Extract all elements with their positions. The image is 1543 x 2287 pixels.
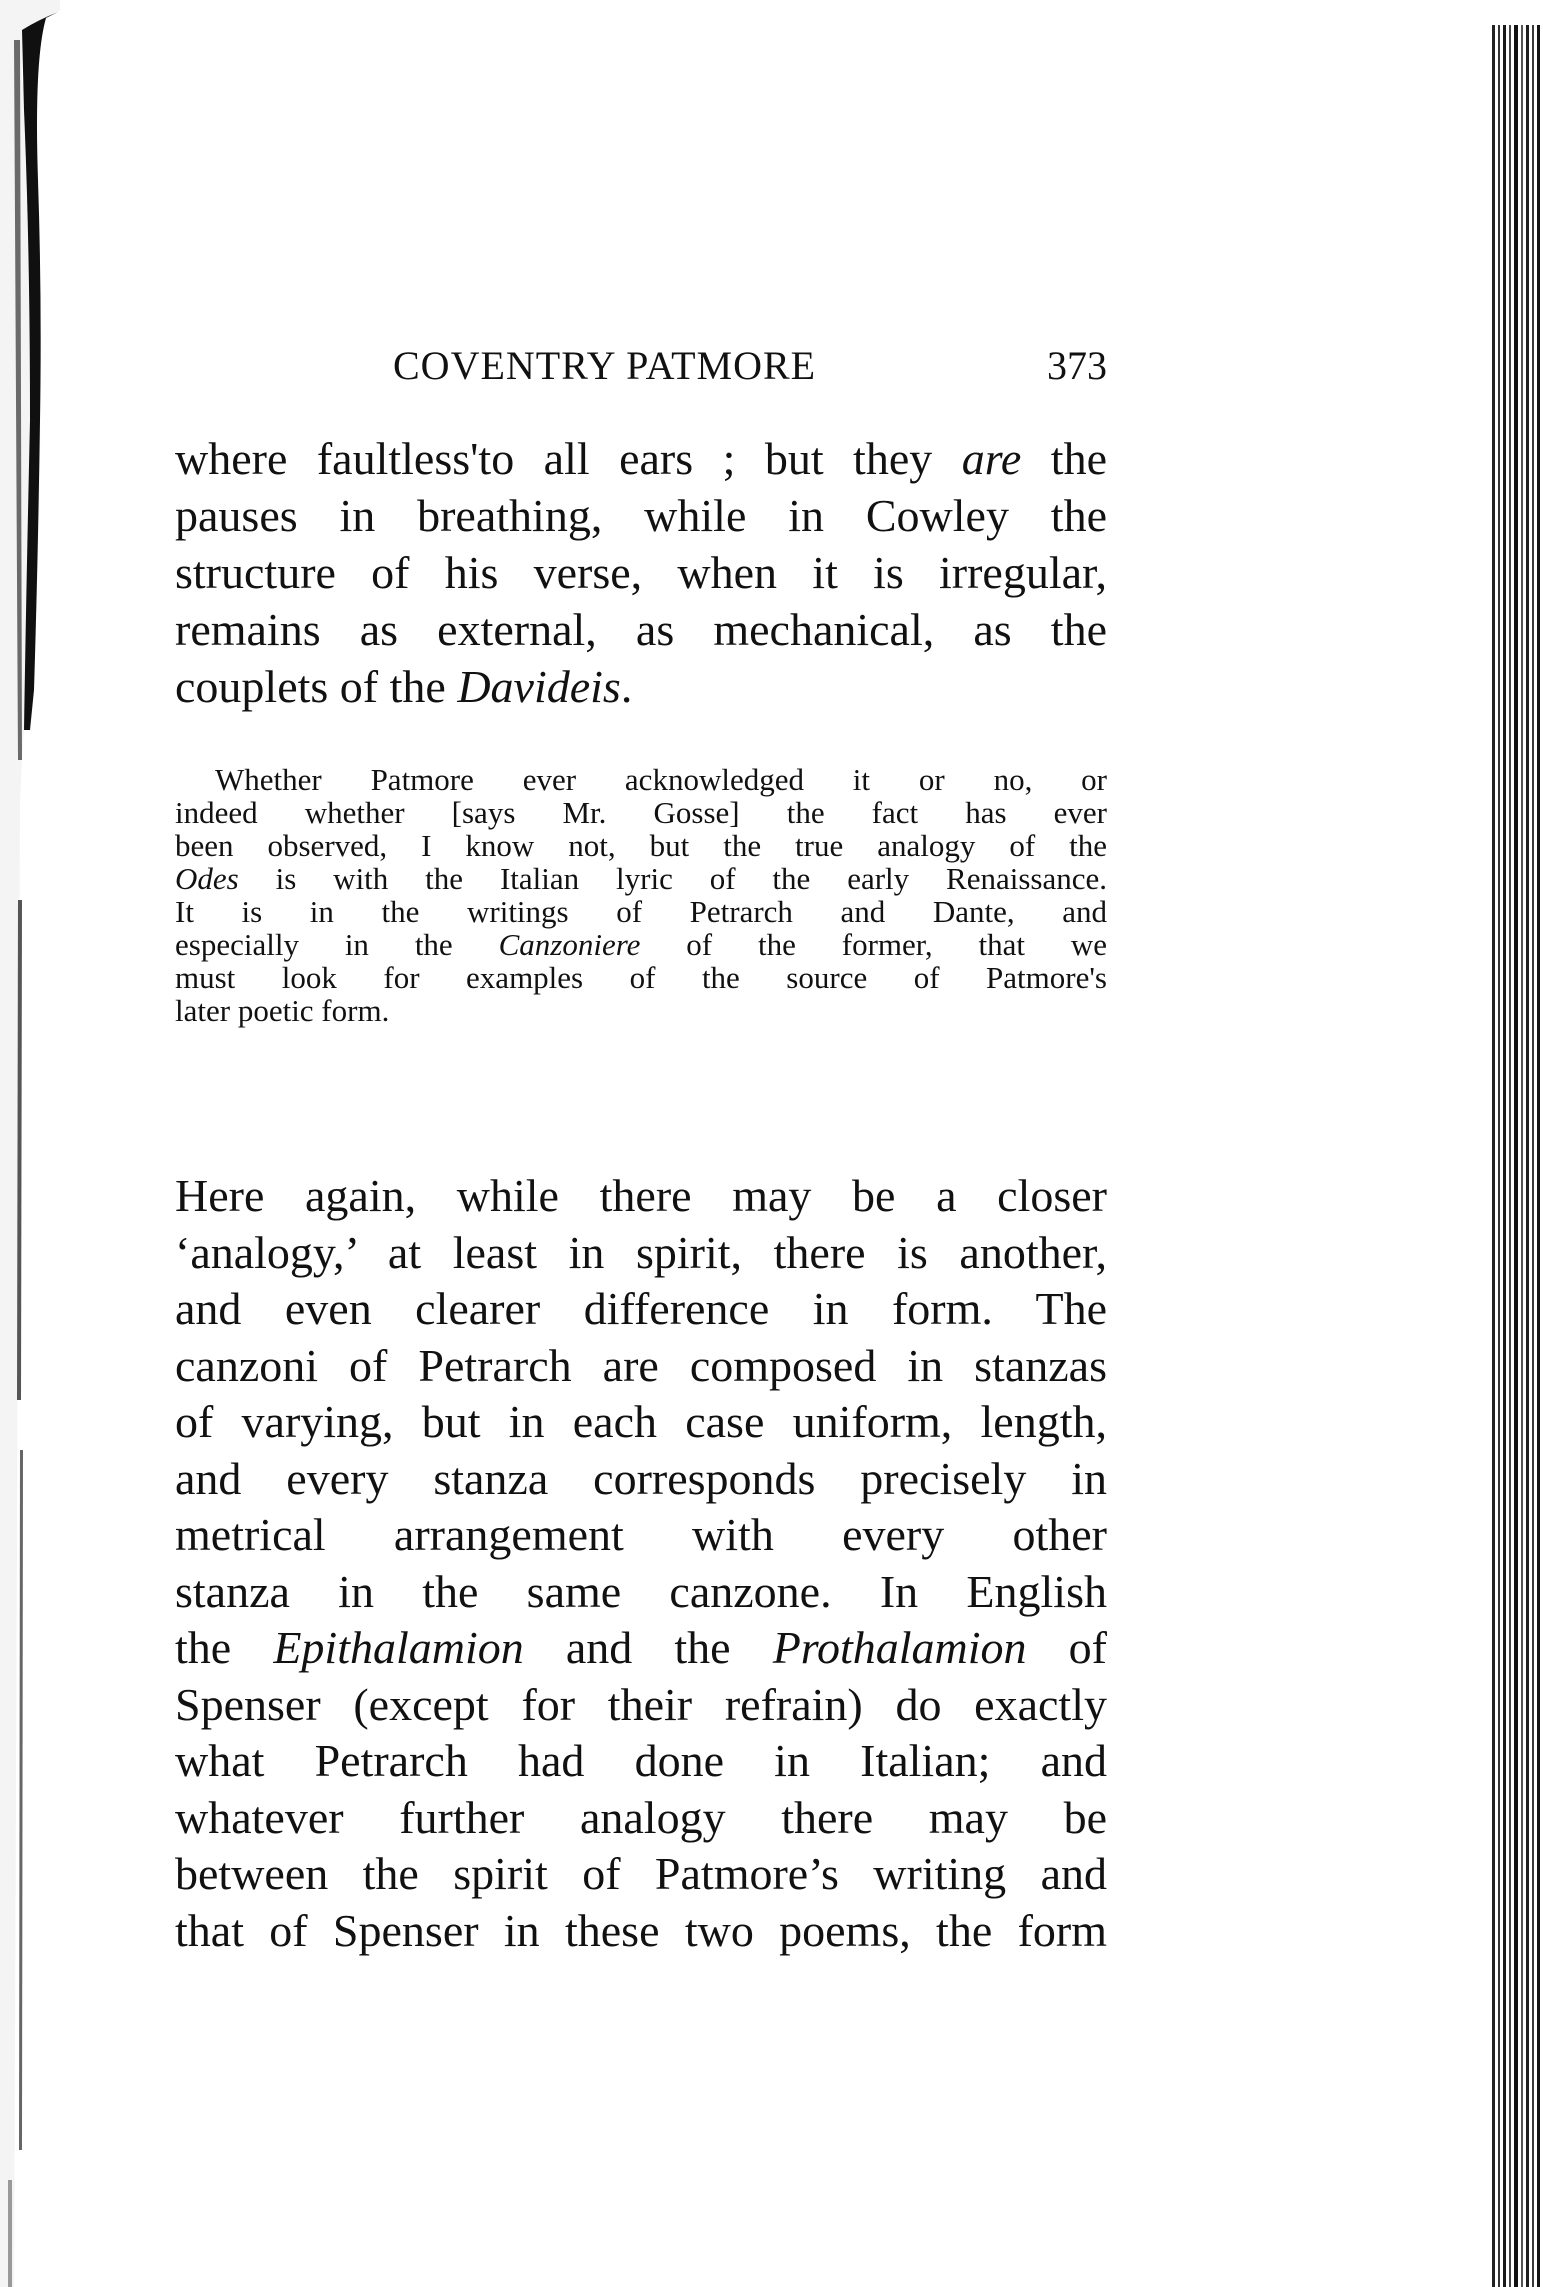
text-line: remains as external, as mechanical, as the [175,604,1107,655]
text-line: couplets of the Davideis. [175,661,633,712]
quote-line: Whether Patmore ever acknowledged it or no, or [215,762,1107,797]
block-quote [175,763,1107,1027]
quote-line: later poetic form. [175,993,390,1028]
running-head [175,340,1107,400]
quote-line: must look for examples of the source of Patmore's [175,960,1107,995]
quote-line: indeed whether [says Mr. Gosse] the fact has ever [175,795,1107,830]
text-line: between the spirit of Patmore’s writing and [175,1848,1107,1899]
text-line: and even clearer difference in form. The [175,1283,1107,1334]
text-line: Spenser (except for their refrain) do exactly [175,1678,1107,1730]
running-title: COVENTRY PATMORE [393,343,817,388]
scan-page-edge-lines [1488,25,1543,2287]
text-line: ‘analogy,’ at least in spirit, there is another, [175,1226,1107,1278]
scan-binding-shadow [0,0,60,2287]
text-line: of varying, but in each case uniform, length, [175,1396,1107,1447]
text-line: metrical arrangement with every other [175,1509,1107,1560]
text-line: what Petrarch had done in Italian; and [175,1735,1107,1786]
main-paragraph [175,1168,1107,1959]
quote-line: Odes is with the Italian lyric of the early Renaissance. [175,861,1107,896]
quote-line: especially in the Canzoniere of the former, that we [175,927,1107,962]
page-number: 373 [1047,343,1107,388]
text-line: pauses in breathing, while in Cowley the [175,490,1107,541]
text-line: Here again, while there may be a closer [175,1170,1107,1221]
continued-paragraph [175,430,1107,715]
quote-line: been observed, I know not, but the true analogy of the [175,828,1107,863]
text-line: canzoni of Petrarch are composed in stanzas [175,1339,1107,1391]
text-line: whatever further analogy there may be [175,1791,1107,1843]
text-line: stanza in the same canzone. In English [175,1565,1107,1617]
text-line: structure of his verse, when it is irregular, [175,547,1107,598]
text-line: where faultless'to all ears ; but they are the [175,433,1107,484]
text-line: that of Spenser in these two poems, the form [175,1904,1107,1956]
text-line: the Epithalamion and the Prothalamion of [175,1622,1107,1673]
quote-line: It is in the writings of Petrarch and Dante, and [175,894,1107,929]
text-line: and every stanza corresponds precisely in [175,1452,1107,1504]
